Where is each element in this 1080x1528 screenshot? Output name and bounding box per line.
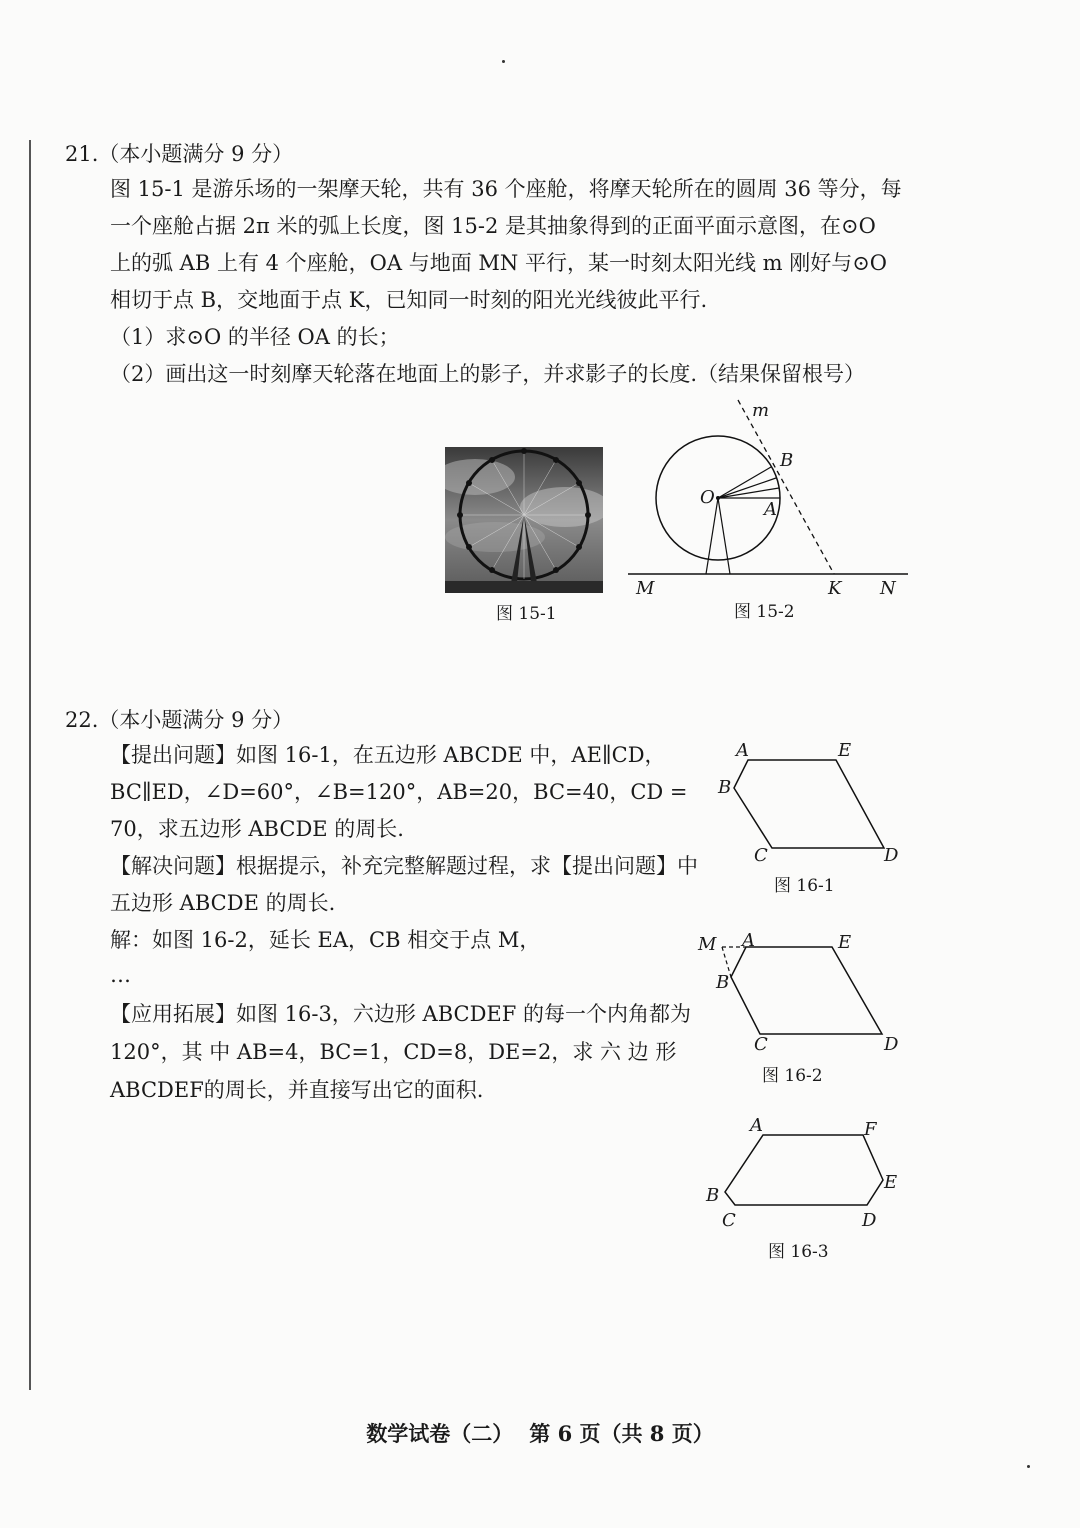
binding-margin-line: [29, 140, 31, 1390]
q22-text-line: 【提出问题】如图 16-1，在五边形 ABCDE 中，AE∥CD，: [110, 743, 666, 767]
question-22: [65, 706, 293, 734]
label-e: E: [884, 1172, 898, 1193]
label-e: E: [838, 932, 852, 953]
q21-subquestion-1: （1）求⊙O 的半径 OA 的长；: [110, 325, 400, 349]
figure-16-2-diagram: [700, 940, 900, 1040]
label-a: A: [750, 1115, 763, 1136]
label-a: A: [736, 740, 749, 761]
q22-text-line: 120°，其 中 AB=4，BC=1，CD=8，DE=2，求 六 边 形: [110, 1040, 677, 1064]
figure-16-2-caption: 图 16-2: [762, 1066, 823, 1086]
label-c: C: [754, 1034, 768, 1055]
figure-16-3-diagram: [715, 1130, 898, 1210]
label-d: D: [862, 1210, 877, 1231]
figure-15-2-diagram: [620, 395, 910, 600]
label-a: A: [742, 930, 755, 951]
label-d: D: [884, 1034, 899, 1055]
page-number: 第 6 页（共 8 页）: [529, 1421, 714, 1446]
q21-subquestion-2: （2）画出这一时刻摩天轮落在地面上的影子，并求影子的长度.（结果保留根号）: [110, 362, 866, 386]
sun-ray-m: [738, 400, 834, 574]
q21-text-line: 图 15-1 是游乐场的一架摩天轮，共有 36 个座舱，将摩天轮所在的圆周 36 等分，每: [110, 177, 902, 201]
label-b: B: [706, 1185, 720, 1206]
label-o: O: [700, 487, 715, 508]
label-c: C: [754, 845, 768, 866]
page-footer: [0, 1418, 1080, 1448]
q22-text-line: BC∥ED，∠D=60°，∠B=120°，AB=20，BC=40，CD =: [110, 780, 688, 804]
q22-ellipsis: …: [110, 963, 131, 987]
label-c: C: [722, 1210, 736, 1231]
q22-text-line: 【应用拓展】如图 16-3，六边形 ABCDEF 的每一个内角都为: [110, 1002, 691, 1026]
question-score: （本小题满分 9 分）: [98, 708, 294, 732]
q22-solution-line: 解：如图 16-2，延长 EA，CB 相交于点 M，: [110, 928, 541, 952]
label-b: B: [780, 450, 794, 471]
q21-text-line: 一个座舱占据 2π 米的弧上长度，图 15-2 是其抽象得到的正面平面示意图，在⊙O: [110, 214, 876, 238]
label-n: N: [880, 578, 896, 599]
figure-16-1-diagram: [720, 750, 910, 860]
scan-speck: [1027, 1465, 1030, 1468]
exam-title: 数学试卷（二）: [366, 1421, 514, 1446]
q22-text-line: 70，求五边形 ABCDE 的周长.: [110, 817, 404, 841]
question-score: （本小题满分 9 分）: [98, 142, 294, 166]
figure-15-1-caption: 图 15-1: [496, 604, 557, 624]
label-d: D: [884, 845, 899, 866]
label-e: E: [838, 740, 852, 761]
label-k: K: [828, 578, 842, 599]
label-m: m: [752, 400, 770, 421]
label-b: B: [718, 777, 732, 798]
ferris-wheel-photo: [445, 447, 603, 593]
q22-text-line: 【解决问题】根据提示，补充完整解题过程，求【提出问题】中: [110, 854, 698, 878]
figure-16-1-caption: 图 16-1: [774, 876, 835, 896]
q21-text-line: 相切于点 B，交地面于点 K，已知同一时刻的阳光光线彼此平行.: [110, 288, 708, 312]
label-m-ground: M: [636, 578, 655, 599]
label-b: B: [716, 972, 730, 993]
scan-speck: [502, 60, 505, 63]
question-number: 22.: [65, 708, 99, 732]
q22-text-line: ABCDEF的周长，并直接写出它的面积.: [110, 1078, 484, 1102]
figure-15-2-caption: 图 15-2: [734, 602, 795, 622]
label-f: F: [864, 1119, 877, 1140]
question-21: [65, 140, 293, 168]
figure-16-3-caption: 图 16-3: [768, 1242, 829, 1262]
label-a: A: [764, 499, 777, 520]
q21-text-line: 上的弧 AB 上有 4 个座舱，OA 与地面 MN 平行，某一时刻太阳光线 m 刚好与⊙O: [110, 251, 888, 275]
label-m-point: M: [698, 934, 717, 955]
question-number: 21.: [65, 142, 99, 166]
q22-text-line: 五边形 ABCDE 的周长.: [110, 891, 336, 915]
